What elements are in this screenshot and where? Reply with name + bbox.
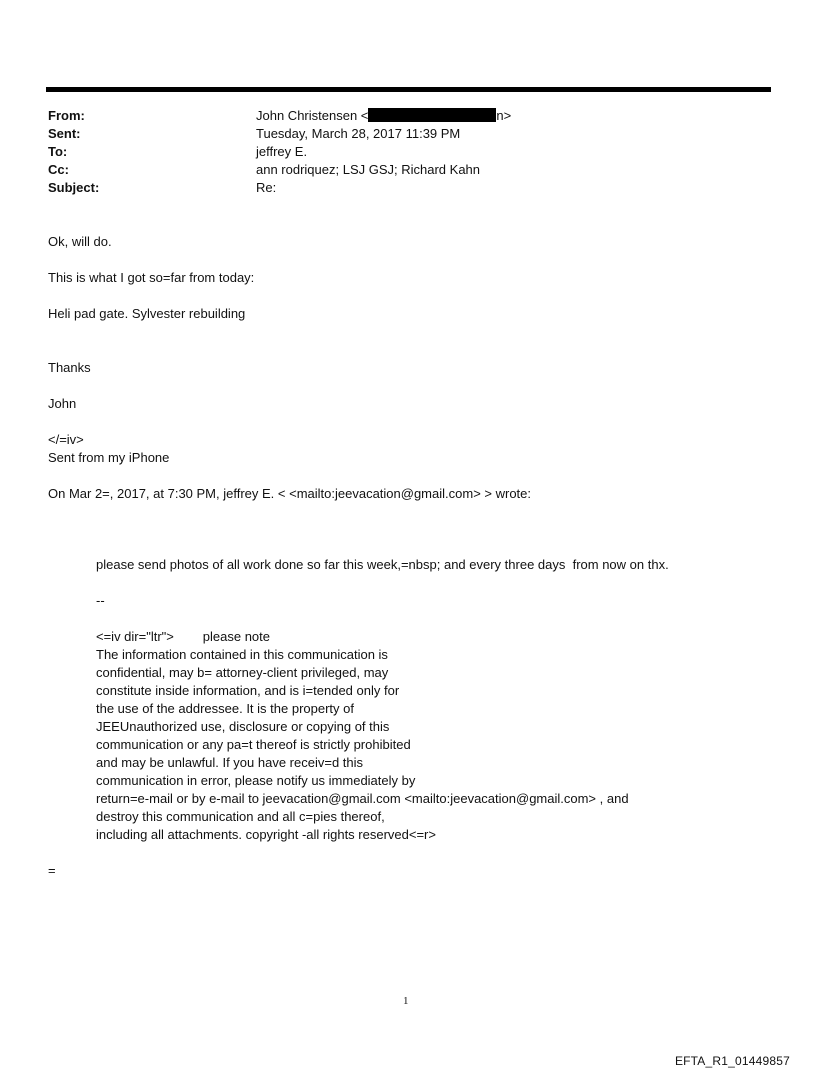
body-line: Heli pad gate. Sylvester rebuilding — [48, 306, 246, 321]
quoted-line: communication in error, please notify us immediately by — [96, 773, 416, 788]
body-line: </=iv> — [48, 432, 84, 447]
from-value — [256, 107, 511, 125]
quoted-line: please send photos of all work done so far this week,=nbsp; and every three days from now on thx. — [96, 557, 669, 572]
body-line: This is what I got so=far from today: — [48, 270, 255, 285]
quoted-line: communication or any pa=t thereof is strictly prohibited — [96, 737, 411, 752]
quote-header: On Mar 2=, 2017, at 7:30 PM, jeffrey E. < <mailto:jeevacation@gmail.com> > wrote: — [48, 486, 531, 501]
quoted-line: including all attachments. copyright -all rights reserved<=r> — [96, 827, 436, 842]
header-rule — [46, 87, 771, 92]
from-label: From: — [48, 108, 85, 123]
quoted-line: constitute inside information, and is i=tended only for — [96, 683, 400, 698]
body-line: John — [48, 396, 77, 411]
quoted-line: -- — [96, 593, 105, 608]
quoted-line: The information contained in this communication is — [96, 647, 388, 662]
body-line: Thanks — [48, 360, 91, 375]
sent-label: Sent: — [48, 126, 81, 141]
quoted-line: JEEUnauthorized use, disclosure or copying of this — [96, 719, 390, 734]
trailing-mark: = — [48, 863, 56, 878]
sent-value: Tuesday, March 28, 2017 11:39 PM — [256, 126, 461, 141]
to-value: jeffrey E. — [256, 144, 308, 159]
to-label: To: — [48, 144, 68, 159]
from-tail: n> — [496, 108, 512, 123]
subject-value: Re: — [256, 180, 277, 195]
from-name: John Christensen < — [256, 108, 369, 123]
body-line: Sent from my iPhone — [48, 450, 170, 465]
cc-label: Cc: — [48, 162, 69, 177]
cc-value: ann rodriquez; LSJ GSJ; Richard Kahn — [256, 162, 481, 177]
quoted-line: destroy this communication and all c=pies thereof, — [96, 809, 385, 824]
quoted-line: return=e-mail or by e-mail to jeevacation@gmail.com <mailto:jeevacation@gmail.com> , and — [96, 791, 629, 806]
quoted-line: <=iv dir="ltr"> please note — [96, 629, 270, 644]
redaction-block — [368, 108, 496, 122]
quoted-line: the use of the addressee. It is the property of — [96, 701, 354, 716]
subject-label: Subject: — [48, 180, 100, 195]
bates-number: EFTA_R1_01449857 — [674, 1054, 790, 1068]
body-line: Ok, will do. — [48, 234, 112, 249]
quoted-line: and may be unlawful. If you have receiv=d this — [96, 755, 364, 770]
quoted-line: confidential, may b= attorney-client privileged, may — [96, 665, 389, 680]
page-number: 1 — [403, 995, 409, 1007]
